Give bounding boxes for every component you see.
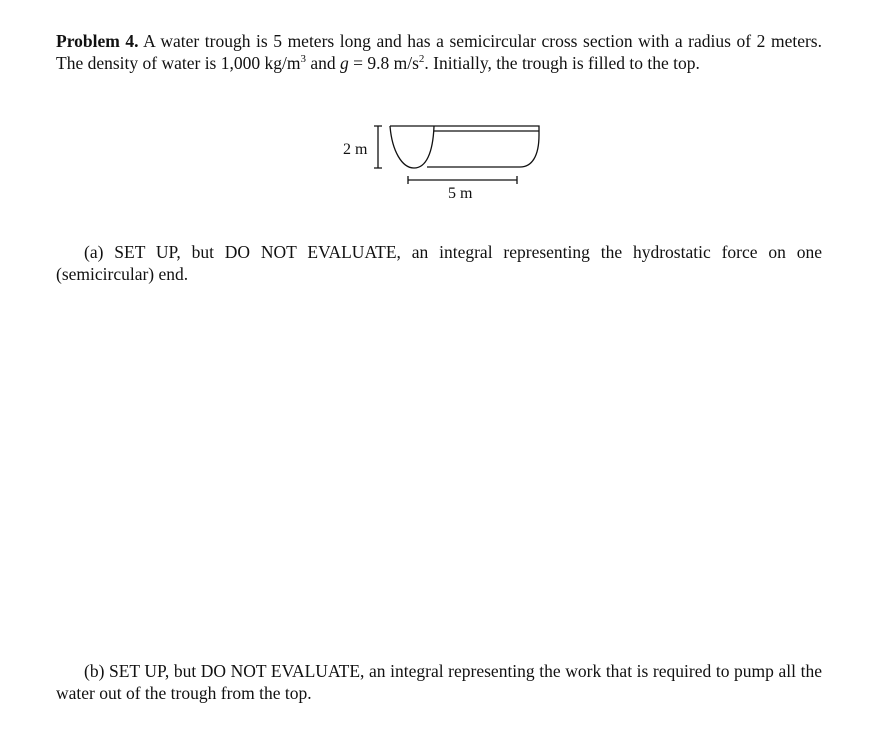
radius-label: 2 m	[343, 141, 368, 158]
problem-text-2: and	[310, 53, 336, 73]
problem-statement	[56, 30, 822, 74]
length-label: 5 m	[448, 185, 473, 202]
g-exponent: 2	[418, 53, 425, 66]
radius-dimension-bracket	[374, 126, 382, 168]
problem-text-1: A water trough is 5 meters long and has a semicircular cross section with a radius of 2 meters. The density of water is 1,000 kg/m	[56, 31, 822, 73]
part-b-question: (b) SET UP, but DO NOT EVALUATE, an integral representing the work that is required to pump all the water out of the trough from the top.	[56, 661, 822, 703]
density-exponent: 3	[300, 53, 306, 66]
problem-text-3: = 9.8 m/s	[353, 53, 419, 73]
g-symbol: g	[340, 53, 349, 73]
problem-label: Problem 4.	[56, 31, 139, 51]
problem-text-4: . Initially, the trough is filled to the top.	[424, 53, 700, 73]
length-dimension-line	[408, 176, 517, 184]
trough-outline	[390, 126, 539, 167]
trough-figure	[330, 118, 550, 210]
semicircular-end	[390, 126, 434, 168]
part-a-question: (a) SET UP, but DO NOT EVALUATE, an integral representing the hydrostatic force on one (semicircular) end.	[56, 242, 822, 284]
